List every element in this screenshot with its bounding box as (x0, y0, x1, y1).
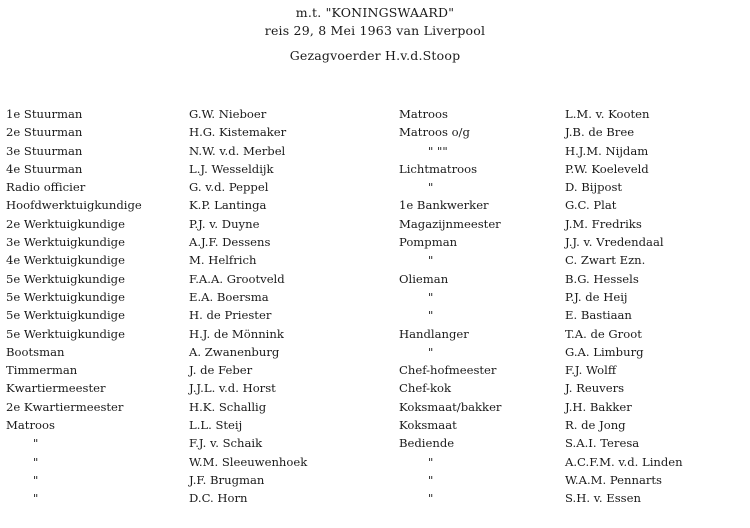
crew-name: N.W. v.d. Merbel (189, 143, 286, 158)
crew-name: G.C. Plat (565, 198, 617, 213)
crew-row (0, 379, 750, 397)
crew-name: B.G. Hessels (565, 271, 639, 286)
crew-name: H.J. de Mönnink (189, 326, 284, 341)
crew-rank: Magazijnmeester (399, 216, 501, 231)
crew-row (0, 306, 750, 324)
crew-name: L.J. Wesseldijk (189, 161, 274, 176)
crew-name: J.M. Fredriks (565, 216, 642, 231)
crew-row (0, 270, 750, 288)
crew-row (0, 453, 750, 471)
voyage-line: reis 29, 8 Mei 1963 van Liverpool (264, 23, 486, 38)
crew-rank: " (428, 289, 434, 304)
crew-row (0, 434, 750, 452)
crew-name: H. de Priester (189, 308, 272, 323)
crew-name: P.J. v. Duyne (189, 216, 260, 231)
crew-rank: Handlanger (399, 326, 469, 341)
crew-rank: Matroos (6, 418, 55, 433)
crew-name: M. Helfrich (189, 253, 257, 268)
crew-name: S.A.I. Teresa (565, 436, 640, 451)
crew-name: A.C.F.M. v.d. Linden (565, 454, 683, 469)
crew-row (0, 325, 750, 343)
crew-name: R. de Jong (565, 418, 626, 433)
crew-rank: 2e Kwartiermeester (6, 399, 124, 414)
crew-row (0, 398, 750, 416)
crew-name: H.K. Schallig (189, 399, 267, 414)
crew-row (0, 142, 750, 160)
crew-rank: " (428, 454, 434, 469)
crew-name: L.L. Steij (189, 418, 243, 433)
crew-name: P.J. de Heij (565, 289, 628, 304)
crew-rank: Olieman (399, 271, 449, 286)
crew-name: P.W. Koeleveld (565, 161, 649, 176)
ship-title: m.t. "KONINGSWAARD" (295, 5, 455, 20)
crew-row (0, 489, 750, 507)
crew-rank: Matroos (399, 107, 448, 121)
crew-row (0, 196, 750, 214)
crew-rank: 4e Stuurman (6, 161, 83, 176)
crew-rank: Bediende (399, 436, 455, 451)
crew-name: J. Reuvers (565, 381, 625, 396)
crew-row (0, 416, 750, 434)
crew-name: H.G. Kistemaker (189, 125, 287, 140)
crew-name: J.B. de Bree (565, 125, 635, 140)
crew-rank: 5e Werktuigkundige (6, 326, 125, 341)
crew-name: G.W. Nieboer (189, 107, 267, 121)
crew-name: D.C. Horn (189, 491, 248, 506)
crew-rank: Chef-kok (399, 381, 452, 396)
crew-rank: 4e Werktuigkundige (6, 253, 125, 268)
crew-rank: " (428, 472, 434, 487)
crew-name: D. Bijpost (565, 180, 623, 195)
crew-row (0, 123, 750, 141)
crew-rank: " (428, 344, 434, 359)
crew-row (0, 361, 750, 379)
crew-row (0, 343, 750, 361)
crew-rank: 5e Werktuigkundige (6, 289, 125, 304)
crew-name: F.A.A. Grootveld (189, 271, 285, 286)
crew-row (0, 160, 750, 178)
crew-list (0, 105, 750, 508)
crew-name: G. v.d. Peppel (189, 180, 269, 195)
crew-rank: " (428, 253, 434, 268)
crew-name: J.J. v. Vredendaal (565, 235, 664, 250)
crew-name: J. de Feber (189, 363, 253, 378)
crew-rank: Bootsman (6, 344, 65, 359)
crew-name: J.J.L. v.d. Horst (189, 381, 276, 396)
crew-rank: 1e Bankwerker (399, 198, 489, 213)
crew-rank: " (428, 491, 434, 506)
crew-rank: 2e Werktuigkundige (6, 216, 125, 231)
crew-name: A.J.F. Dessens (189, 235, 271, 250)
crew-rank: Hoofdwerktuigkundige (6, 198, 142, 213)
crew-rank: 2e Stuurman (6, 125, 83, 140)
crew-row (0, 288, 750, 306)
crew-name: E. Bastiaan (565, 308, 632, 323)
crew-name: F.J. Wolff (565, 363, 617, 378)
crew-rank: 5e Werktuigkundige (6, 308, 125, 323)
crew-rank: Kwartiermeester (6, 381, 106, 396)
crew-name: H.J.M. Nijdam (565, 143, 649, 158)
crew-rank: Pompman (399, 235, 458, 250)
crew-name: J.H. Bakker (565, 399, 632, 414)
crew-rank: " (428, 308, 434, 323)
crew-name: J.F. Brugman (189, 472, 265, 487)
crew-name: C. Zwart Ezn. (565, 253, 646, 268)
crew-name: A. Zwanenburg (189, 344, 280, 359)
crew-rank: " (33, 472, 39, 487)
crew-rank: Radio officier (6, 180, 86, 195)
crew-rank: Timmerman (6, 363, 78, 378)
crew-rank: 1e Stuurman (6, 107, 83, 121)
crew-rank: Chef-hofmeester (399, 363, 497, 378)
crew-rank: Koksmaat (399, 418, 457, 433)
crew-name: E.A. Boersma (189, 289, 269, 304)
crew-row (0, 215, 750, 233)
crew-rank: " (33, 491, 39, 506)
crew-rank: 5e Werktuigkundige (6, 271, 125, 286)
crew-rank: " "" (428, 143, 448, 158)
captain-line: Gezagvoerder H.v.d.Stoop (289, 48, 461, 63)
crew-name: F.J. v. Schaik (189, 436, 263, 451)
crew-rank: Matroos o/g (399, 125, 470, 140)
crew-name: L.M. v. Kooten (565, 107, 650, 121)
crew-name: T.A. de Groot (565, 326, 642, 341)
crew-row (0, 105, 750, 123)
crew-name: S.H. v. Essen (565, 491, 641, 506)
crew-row (0, 471, 750, 489)
crew-rank: " (428, 180, 434, 195)
crew-rank: Koksmaat/bakker (399, 399, 502, 414)
crew-name: W.M. Sleeuwenhoek (189, 454, 308, 469)
crew-name: K.P. Lantinga (189, 198, 267, 213)
crew-row (0, 178, 750, 196)
crew-name: W.A.M. Pennarts (565, 472, 663, 487)
crew-rank: " (33, 454, 39, 469)
crew-rank: 3e Werktuigkundige (6, 235, 125, 250)
crew-rank: " (33, 436, 39, 451)
crew-name: G.A. Limburg (565, 344, 644, 359)
crew-row (0, 251, 750, 269)
crew-row (0, 233, 750, 251)
crew-rank: 3e Stuurman (6, 143, 83, 158)
crew-rank: Lichtmatroos (399, 161, 478, 176)
document-header (0, 4, 750, 65)
